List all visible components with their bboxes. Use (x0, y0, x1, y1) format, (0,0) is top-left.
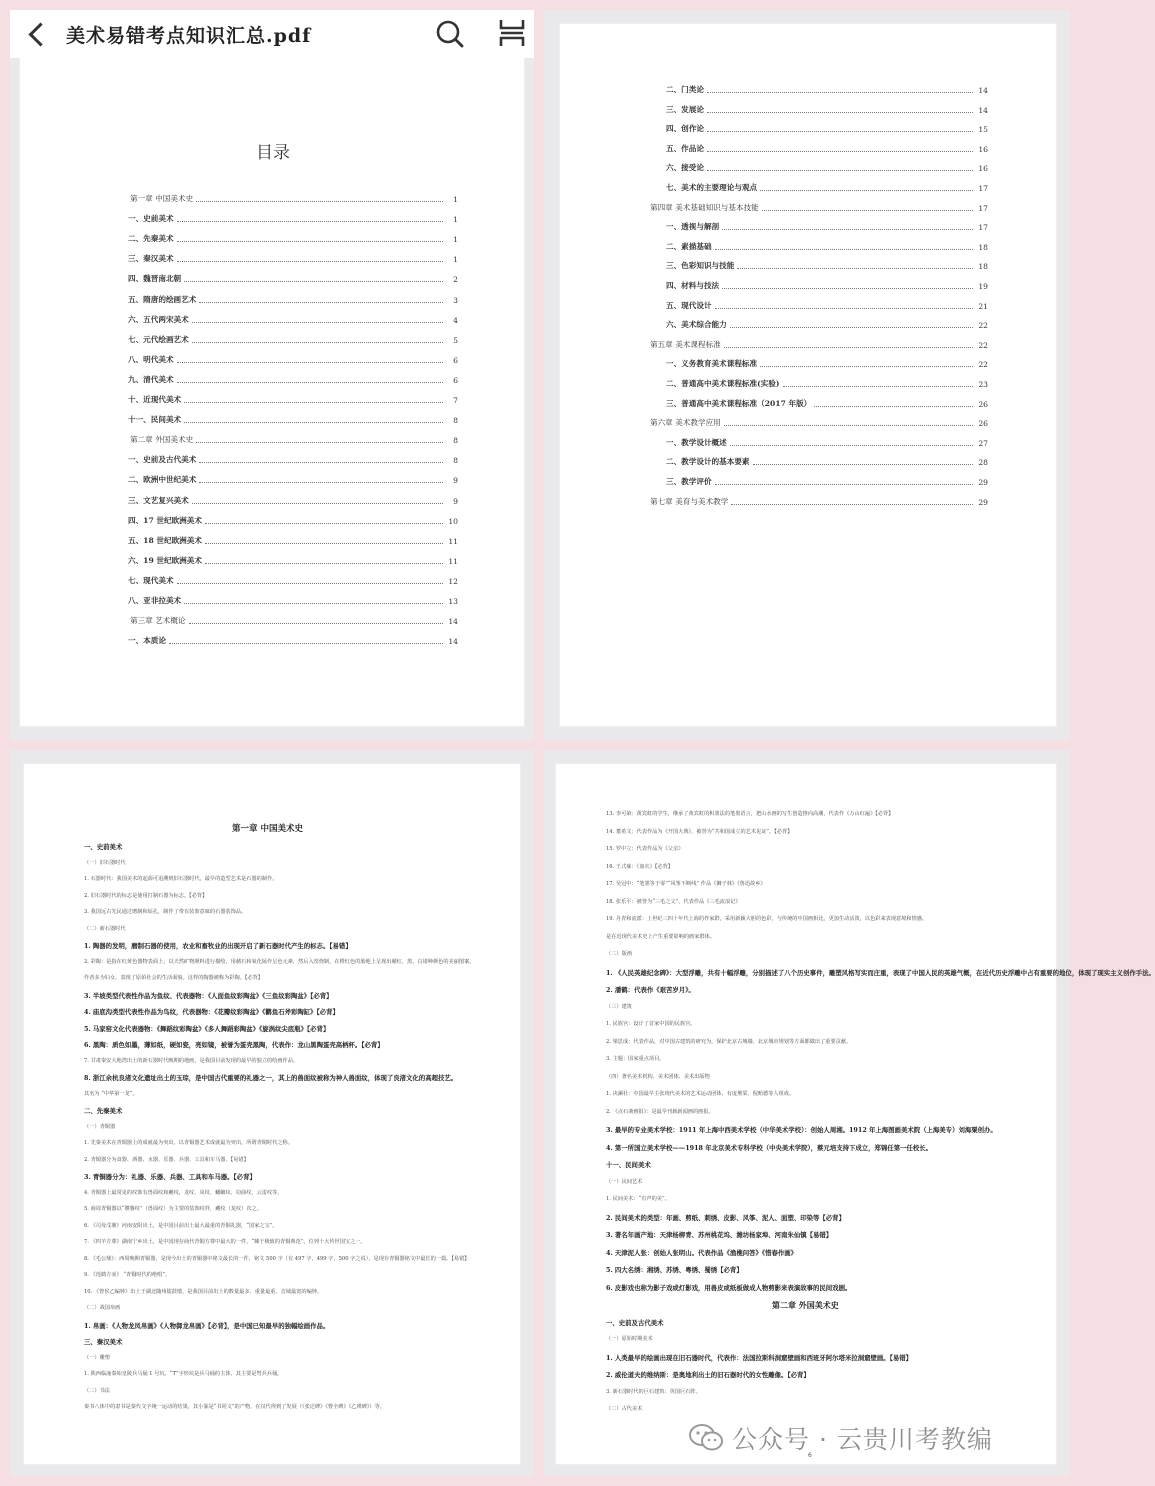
toc-leader-dots (715, 249, 973, 250)
toc-leader-dots (814, 406, 973, 407)
text-line: 4. 庙底沟类型代表性作品为鸟纹，代表器物：《花瓣纹彩陶盆》《鹳鱼石斧彩陶缸》【必背】 (84, 1008, 339, 1016)
toc-entry-page: 12 (448, 576, 458, 586)
toc-entry-label: 五、隋唐的绘画艺术 (128, 294, 197, 304)
toc-entry-label: 六、19 世纪欧洲美术 (128, 555, 202, 565)
toc-entry-label: 三、发展论 (666, 104, 704, 114)
menu-icon[interactable] (498, 18, 526, 48)
toc-entry-label: 一、透视与解剖 (666, 222, 720, 232)
toc-entry[interactable] (666, 299, 988, 311)
toc-entry-label: 二、普通高中美术课程标准(实验) (666, 379, 780, 388)
toc-entry-label: 六、五代两宋美术 (128, 314, 189, 324)
toc-leader-dots (199, 302, 443, 303)
toc-entry-label: 二、素描基础 (666, 241, 712, 251)
text-line: 17. 吴冠中：“笔墨等于零”“风筝不断线” 作品《狮子林》《鲁迅故乡》 (606, 881, 766, 887)
toc-entry-label: 五、18 世纪欧洲美术 (128, 535, 202, 545)
text-line: 第二章 外国美术史 (772, 1300, 839, 1310)
toc-entry-page: 7 (453, 396, 458, 405)
toc-entry-page: 3 (453, 295, 458, 305)
toc-entry-page: 19 (978, 282, 988, 291)
toc-entry-label: 一、史前及古代美术 (128, 455, 197, 465)
toc-entry-page: 8 (453, 416, 458, 426)
toc-entry-label: 一、教学设计概述 (666, 437, 727, 447)
toc-leader-dots (722, 229, 973, 230)
toc-entry-label: 五、作品论 (666, 143, 704, 153)
toc-entry-page: 6 (453, 375, 458, 385)
toc-leader-dots (707, 131, 973, 132)
text-line: 3. 最早的专业美术学校：1911 年上海中西美术学校（中华美术学校）：创始人周湘。1912 年上海图画美术院（上海美专）刘海粟创办。 (606, 1126, 997, 1134)
toc-entry[interactable] (650, 338, 988, 350)
text-line: 6. 《司母戊鼎》河南安阳出土，是中国目前出土最大最重的青铜礼器，“国家之宝”。 (84, 1222, 278, 1229)
toc-entry[interactable] (128, 293, 458, 305)
text-line: 2. 潘鹤：代表作《艰苦岁月》。 (606, 986, 695, 994)
chapter-title: 第一章 中国美术史 (232, 824, 303, 834)
toc-entry-page: 14 (978, 86, 988, 95)
toc-entry-page: 17 (978, 184, 988, 193)
toc-leader-dots (199, 462, 443, 463)
toc-entry-page: 14 (978, 105, 988, 115)
toc-entry[interactable] (128, 554, 458, 566)
toc-leader-dots (760, 366, 973, 367)
toc-entry[interactable] (128, 534, 458, 546)
toc-entry[interactable] (666, 436, 988, 448)
toc-leader-dots (192, 342, 443, 343)
toc-entry[interactable] (128, 514, 458, 526)
toc-entry-page: 9 (453, 496, 458, 506)
toc-entry[interactable] (128, 453, 458, 465)
text-line: 二、先秦美术 (84, 1107, 123, 1115)
page-number: 6 (808, 1452, 812, 1459)
toc-entry[interactable] (666, 318, 988, 330)
toc-entry-label: 一、义务教育美术课程标准 (666, 359, 758, 369)
toc-leader-dots (730, 445, 973, 446)
toc-leader-dots (707, 151, 973, 152)
toc-entry-page: 10 (448, 516, 458, 526)
toc-entry-page: 23 (978, 380, 988, 389)
toc-entry-page: 1 (453, 215, 458, 225)
toc-entry-label: 三、色彩知识与技能 (666, 261, 735, 271)
text-line: 3. 半坡类型代表性作品为鱼纹、代表器物：《人面鱼纹彩陶盆》《三鱼纹彩陶盆》【必背】 (84, 991, 333, 1000)
toc-entry-page: 29 (978, 478, 988, 487)
toc-entry[interactable] (666, 220, 988, 232)
toc-leader-dots (184, 402, 443, 403)
toc-leader-dots (184, 422, 443, 423)
toc-entry-label: 十、近现代美术 (128, 395, 182, 404)
toc-leader-dots (715, 484, 973, 485)
text-line: 6. 皮影戏也称为影子戏或灯影戏，用兽皮或纸板做成人物剪影来表演故事的民间戏剧。 (606, 1283, 852, 1292)
toc-entry-page: 13 (448, 597, 458, 606)
text-line: 1. 民族宫：设计了首家中国的民族宫。 (606, 1021, 696, 1027)
toc-entry-page: 2 (453, 275, 458, 285)
text-line: （一）原始时期美术 (606, 1336, 653, 1342)
toc-leader-dots (753, 464, 973, 465)
toc-entry[interactable] (666, 397, 988, 409)
toc-entry[interactable] (666, 357, 988, 369)
toc-entry[interactable] (128, 373, 458, 385)
text-line: 14. 董希文：代表作品为《开国大典》，被誉为“共和国成立的艺术见证”。【必背】 (606, 828, 793, 835)
toc-entry-label: 八、明代美术 (128, 354, 174, 364)
toc-leader-dots (730, 327, 973, 328)
toc-entry[interactable] (128, 212, 458, 224)
toc-entry[interactable] (128, 393, 458, 405)
toc-entry-page: 16 (978, 164, 988, 174)
toc-entry[interactable] (128, 574, 458, 586)
toc-entry-label: 四、17 世纪欧洲美术 (128, 515, 202, 525)
toc-entry[interactable] (650, 416, 988, 428)
toc-entry[interactable] (666, 455, 988, 467)
toc-entry-label: 九、清代美术 (128, 374, 174, 384)
toc-entry-page: 8 (453, 456, 458, 466)
toc-entry[interactable] (128, 333, 458, 345)
toc-heading: 目录 (256, 143, 290, 163)
text-line: 4. 第一所国立美术学校——1918 年北京美术专科学校（中央美术学院），蔡元培支持下成立，郑锦任第一任校长。 (606, 1143, 933, 1152)
toc-entry-page: 11 (448, 556, 458, 566)
text-line: 6. 黑陶：质色如墨，薄如纸，硬如瓷，亮如镜，被誉为蛋壳黑陶，代表作：龙山黑陶蛋壳高柄杯。【必背】 (84, 1041, 384, 1049)
toc-entry[interactable] (666, 475, 988, 487)
toc-leader-dots (707, 112, 973, 113)
toc-entry-page: 9 (453, 476, 458, 486)
text-line: 2. 旧石器时代的标志是使用打制石器为标志。【必背】 (84, 892, 208, 899)
toc-entry-page: 14 (448, 637, 458, 647)
toc-entry-label: 一、史前美术 (128, 214, 174, 224)
toc-entry-label: 第六章 美术教学应用 (650, 418, 721, 428)
toc-leader-dots (177, 241, 443, 242)
toc-entry-label: 第五章 美术课程标准 (650, 339, 721, 349)
toc-entry[interactable] (130, 192, 458, 204)
text-line: 2. 民间美术的类型：年画、剪纸、刺绣、皮影、风筝、泥人、面塑、印染等【必背】 (606, 1213, 845, 1222)
text-line: （二）版画 (606, 951, 632, 957)
toc-leader-dots (196, 201, 443, 202)
toc-entry-label: 五、现代设计 (666, 300, 712, 310)
text-line: 2. 《点石斋画报》：是最早刊载新闻画的画报。 (606, 1108, 714, 1115)
toc-leader-dots (184, 603, 443, 604)
toc-entry-label: 七、现代美术 (128, 575, 174, 585)
text-line: 3. 我国远古先民通过磨制和钻孔，制作了带有装饰意味的石器装饰品。 (84, 909, 247, 915)
toc-entry-page: 1 (453, 235, 458, 245)
toc-leader-dots (184, 281, 443, 282)
toc-entry-page: 26 (978, 399, 988, 409)
toc-leader-dots (177, 261, 443, 262)
toc-leader-dots (724, 425, 973, 426)
text-line: 1. 陶器的发明，磨制石器的使用，农业和畜牧业的出现开启了新石器时代产生的标志。【易错】 (84, 942, 352, 950)
text-line: 是在近现代美术史上产生重要影响的画家群体。 (606, 933, 715, 940)
toc-leader-dots (760, 190, 973, 191)
toc-entry-label: 七、元代绘画艺术 (128, 334, 189, 344)
text-line: （一）青铜器 (84, 1123, 116, 1130)
toc-entry-label: 四、创作论 (666, 124, 704, 134)
toc-entry-page: 27 (978, 438, 988, 448)
text-line: 2. 青铜器分为食器、酒器、水器、乐器、兵器、工具和车马器。【易错】 (84, 1156, 249, 1163)
text-line: 1. 民间美术：“有声的美”。 (606, 1196, 670, 1202)
toc-entry-page: 6 (453, 355, 458, 365)
toc-entry[interactable] (666, 279, 988, 291)
toc-entry[interactable] (650, 201, 988, 213)
toc-entry-label: 第四章 美术基础知识与基本技能 (650, 202, 759, 212)
text-line: 4. 天津泥人张：创始人张明山。代表作品《渔樵问答》《惜春作画》 (606, 1248, 798, 1257)
text-line: 其名为 “中华第一龙”。 (84, 1090, 138, 1097)
text-line: 7. 《四羊方尊》湖南宁乡出土，是中国现存商代青铜方尊中最大的一件，“臻于极致的青铜典范”，位列十大传世国宝之一。 (84, 1239, 366, 1245)
text-line: 16. 王式廓：《血衣》【必背】 (606, 863, 673, 870)
toc-entry-label: 三、教学评价 (666, 477, 712, 486)
text-line: 三、秦汉美术 (84, 1338, 123, 1346)
document-title: 美术易错考点知识汇总.pdf (66, 24, 312, 47)
text-line: （一）雕塑 (84, 1354, 110, 1361)
toc-entry[interactable] (650, 495, 988, 507)
toc-entry-label: 二、教学设计的基本要素 (666, 457, 750, 467)
toc-entry[interactable] (666, 259, 988, 271)
toc-leader-dots (762, 210, 973, 211)
text-line: 19. 丹青和流派：上世纪三四十年代上海的作家群，采用新颖大胆的色彩，与传统的中国画相比，更加生动活泼，以色彩来表现意境和情感。 (606, 916, 928, 922)
text-line: 3. 著名年画产地：天津杨柳青、苏州桃花坞、潍坊杨家埠、河南朱仙镇【易错】 (606, 1231, 833, 1239)
toc-entry[interactable] (666, 142, 988, 154)
text-line: 1. 石器时代：我国美术的起源可追溯到旧石器时代，最早的造型艺术是石器的制作。 (84, 876, 278, 882)
toc-entry[interactable] (128, 272, 458, 284)
toc-leader-dots (715, 308, 973, 309)
toc-entry[interactable] (128, 353, 458, 365)
text-line: 7. 甘肃秦安大地湾出土的新石器时代晚期的地画，是我国目前发现的最早的独立的绘画作品。 (84, 1057, 299, 1064)
toc-entry[interactable] (666, 103, 988, 115)
toc-entry-page: 18 (978, 262, 988, 272)
toc-entry[interactable] (666, 122, 988, 134)
text-line: （一）旧石器时代 (84, 859, 126, 866)
toc-entry-page: 26 (978, 419, 988, 429)
back-icon[interactable] (26, 23, 48, 45)
toc-leader-dots (737, 268, 973, 269)
toc-entry-label: 二、欧洲中世纪美术 (128, 475, 197, 485)
toc-entry-page: 29 (978, 497, 988, 507)
toc-entry[interactable] (666, 240, 988, 252)
toc-entry-label: 三、秦汉美术 (128, 254, 174, 264)
toc-entry[interactable] (128, 313, 458, 325)
toc-entry-page: 22 (978, 360, 988, 370)
toc-entry[interactable] (666, 181, 988, 193)
toc-entry[interactable] (128, 252, 458, 264)
wechat-icon (688, 1423, 724, 1453)
toc-leader-dots (783, 386, 974, 387)
toc-entry-page: 16 (978, 144, 988, 154)
toc-entry-page: 11 (448, 536, 458, 546)
text-line: 一、史前及古代美术 (606, 1318, 664, 1327)
toc-leader-dots (205, 543, 443, 544)
toc-leader-dots (205, 523, 443, 524)
text-line: 一、史前美术 (84, 843, 123, 851)
text-line: 9. 《莲鹤方壶》 “青铜时代的绝唱”。 (84, 1272, 171, 1278)
toc-leader-dots (205, 563, 443, 564)
text-line: 3. 新石器时代的巨石建筑：英国巨石阵。 (606, 1388, 701, 1395)
toc-leader-dots (196, 442, 443, 443)
text-line: 10. 《曾侯乙编钟》出土于湖北随州擂鼓墩，是我国目前出土的数量最多、重量最重、音域最宽的编钟。 (84, 1288, 323, 1295)
toc-leader-dots (177, 221, 443, 222)
pdf-viewer-toolbar (10, 10, 534, 58)
toc-leader-dots (707, 170, 973, 171)
text-line: 秦书八体中的隶书是秦代文字统一运动的结果，其小篆是“书同文”的产物，在汉代得到了发展（《张迁碑》《曹全碑》《乙瑛碑》）等。 (84, 1404, 385, 1410)
toc-entry-page: 8 (453, 436, 458, 446)
toc-entry-page: 1 (453, 255, 458, 265)
toc-entry-label: 二、先秦美术 (128, 234, 174, 244)
toc-entry-page: 22 (978, 340, 988, 350)
text-line: （三）建筑 (606, 1003, 632, 1010)
toc-entry-label: 二、门类论 (666, 85, 704, 94)
toc-entry-label: 第七章 美育与美术教学 (650, 496, 729, 506)
toc-entry[interactable] (128, 232, 458, 244)
toc-entry[interactable] (130, 614, 458, 626)
text-line: 2. 威伦道夫的维纳斯：是奥地利出土的旧石器时代的女性雕像。【必背】 (606, 1371, 810, 1379)
toc-leader-dots (707, 92, 973, 93)
toc-entry-label: 七、美术的主要理论与观点 (666, 183, 758, 192)
text-line: 1. 陕西临潼秦始皇陵兵马俑 1 号坑、“T”字形坑是兵马俑的主体，其主要是弩兵兵俑。 (84, 1371, 283, 1377)
text-line: 18. 张乐平：被誉为“三毛之父”，代表作品《三毛流浪记》 (606, 898, 741, 905)
toc-leader-dots (731, 504, 973, 505)
text-line: 2. 梁思成：代表作品，对中国古建筑的研究为，保护北京古城墙、北京城市规划等方面都做出了重要贡献。 (606, 1038, 852, 1045)
toc-entry-label: 第三章 艺术概论 (130, 616, 186, 626)
toc-entry-page: 4 (453, 315, 458, 325)
toc-entry-page: 18 (978, 242, 988, 252)
toc-entry-label: 四、材料与技法 (666, 281, 720, 290)
toc-entry[interactable] (128, 413, 458, 425)
text-line: 15. 罗中立：代表作品为《父亲》 (606, 846, 684, 852)
toc-entry[interactable] (666, 161, 988, 173)
toc-entry[interactable] (666, 377, 988, 389)
toc-entry-page: 5 (453, 335, 458, 345)
toc-entry[interactable] (128, 634, 458, 646)
text-line: 8. 浙江余杭良渚文化遗址出土的玉琮，是中国古代重要的礼器之一，其上的兽面纹被称为神人兽面纹，体现了良渚文化的高超技艺。 (84, 1074, 458, 1082)
toc-entry[interactable] (128, 473, 458, 485)
text-line: （二）书法 (84, 1387, 110, 1394)
text-line: （一）民间艺术 (606, 1178, 643, 1185)
toc-leader-dots (189, 623, 443, 624)
toc-leader-dots (199, 482, 443, 483)
text-line: 1. 决澜社：中国最早主张现代美术的艺术运动团体，有庞薰琹、倪贻德等人组成。 (606, 1091, 795, 1097)
text-line: 十一、民间美术 (606, 1161, 651, 1169)
toc-entry[interactable] (130, 433, 458, 445)
search-icon[interactable] (436, 20, 464, 48)
toc-entry-page: 15 (978, 125, 988, 135)
toc-leader-dots (177, 382, 443, 383)
toc-entry-label: 第一章 中国美术史 (130, 194, 194, 203)
toc-entry-label: 四、魏晋南北朝 (128, 274, 182, 284)
toc-entry-page: 21 (978, 301, 988, 311)
toc-leader-dots (724, 347, 973, 348)
toc-entry-page: 1 (453, 195, 458, 204)
toc-leader-dots (722, 288, 973, 289)
watermark (688, 1420, 993, 1456)
text-line: 5. 马家窑文化代表器物：《舞蹈纹彩陶盆》《多人舞蹈彩陶盆》《旋涡纹尖底瓶》【必背】 (84, 1024, 330, 1033)
text-line: （二）古代美术 (606, 1406, 643, 1412)
text-line: 3. 主题：国家重点项目。 (606, 1056, 665, 1062)
toc-entry-label: 一、本质论 (128, 636, 166, 646)
text-line: 1. 《人民英雄纪念碑》：大型浮雕，共有十幅浮雕，分别描述了八个历史事件，雕塑风格写实而庄重，表现了中国人民的英雄气概，在近代历史浮雕中占有重要的地位，体现了现实主义创作手法。 (606, 968, 1155, 977)
toc-leader-dots (169, 643, 443, 644)
toc-entry-page: 22 (978, 321, 988, 331)
toc-entry-page: 28 (978, 458, 988, 468)
text-line: 4. 青铜器上最常见的纹饰有兽面纹和夔纹，龙纹、凤纹、蟠螭纹、窃曲纹、云雷纹等。 (84, 1189, 283, 1196)
text-line: 作者多为妇女，表现了原始社会的生活面貌。这样的陶器被称为彩陶。【必背】 (84, 975, 263, 981)
toc-leader-dots (192, 322, 443, 323)
text-line: 8. 《毛公鼎》：西周晚期青铜器，是现今出土的青铜器中铭文最长的一件，铭文 500 字（有 497 字，499 字，500 字之说），是现存青铜器铭文中最长的一篇。【易错】 (84, 1255, 470, 1262)
text-line: 3. 青铜器分为：礼器、乐器、兵器、工具和车马器。【必背】 (84, 1173, 256, 1181)
text-line: 5. 商周青铜器以“饕餮纹”（兽面纹）为主要的装饰纹样，夔纹（龙纹）次之。 (84, 1206, 262, 1212)
toc-entry[interactable] (128, 494, 458, 506)
toc-entry-label: 六、接受论 (666, 163, 704, 173)
toc-entry-page: 14 (448, 617, 458, 627)
watermark-text: 公众号 · 云贵川考教编 (732, 1425, 993, 1454)
toc-entry-label: 八、亚非拉美术 (128, 596, 182, 605)
toc-leader-dots (192, 503, 443, 504)
toc-entry-label: 三、文艺复兴美术 (128, 495, 189, 505)
toc-entry-page: 17 (978, 203, 988, 213)
toc-entry[interactable] (128, 594, 458, 606)
toc-entry-label: 第二章 外国美术史 (130, 435, 194, 445)
text-line: （二）新石器时代 (84, 925, 126, 932)
text-line: 1. 人类最早的绘画出现在旧石器时代，代表作：法国拉斯科洞窟壁画和西班牙阿尔塔米拉洞窟壁画。【易错】 (606, 1353, 913, 1362)
toc-entry-page: 17 (978, 223, 988, 233)
toc-entry[interactable] (666, 83, 988, 95)
toc-leader-dots (177, 362, 443, 363)
toc-entry-label: 三、普通高中美术课程标准（2017 年版） (666, 398, 812, 408)
text-line: 1. 先秦美术在青铜器上的成就最为突出，以青铜器艺术成就最为突出，所谓青铜时代之称。 (84, 1140, 293, 1146)
text-line: 5. 四大名绣：湘绣、苏绣、粤绣、蜀绣【必背】 (606, 1266, 743, 1274)
toc-entry-label: 十一、民间美术 (128, 415, 182, 425)
text-line: 1. 帛画：《人物龙凤帛画》《人物御龙帛画》【必背】，是中国已知最早的独幅绘画作品。 (84, 1321, 330, 1330)
toc-leader-dots (177, 583, 443, 584)
text-line: 2. 彩陶：是指在红黄色器物表面上，以天然矿物颜料进行描绘，用赭石和氧化锰作呈色元素，然后入窑烧制，在橙红色的胎地上呈现出赭红、黑、白诸种颜色的美丽图案。 (84, 958, 475, 965)
text-line: （二）战国帛画 (84, 1305, 121, 1311)
toc-entry-label: 六、美术综合能力 (666, 320, 727, 330)
text-line: （四）著名美术机构、美术团体、美术出版物 (606, 1073, 710, 1080)
text-line: 13. 李可染：黄宾虹的学生，继承了黄宾虹的积墨法的笔墨语言，把山水画的写生创造推向高潮，代表作《万山红遍》【必背】 (606, 811, 894, 817)
